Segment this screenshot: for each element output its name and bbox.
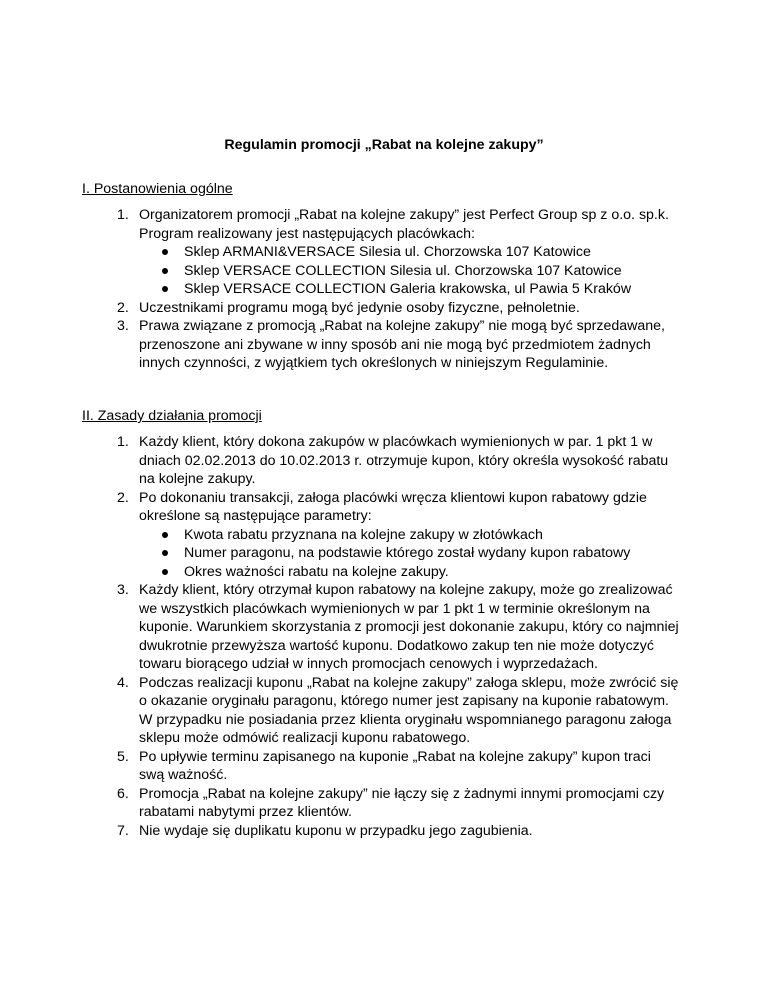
promotion-rules-list [117,433,679,840]
item-text: Uczestnikami programu mogą być jedynie osoby fizyczne, pełnoletnie. [139,299,580,316]
item-text: Po dokonaniu transakcji, załoga placówki wręcza klientowi kupon rabatowy gdzie określone są następujące parametry: [139,489,647,524]
bullet-item [184,563,679,582]
item-text: Prawa związane z promocją „Rabat na kolejne zakupy” nie mogą być sprzedawane, przenoszone ani zbywane w inny sposób ani nie mogą być przedmiotem żadnych innych czynności, z wyjątkiem tych określonych w niniejszym Regulaminie. [139,318,665,371]
item-number: 3. [117,318,129,334]
item-number: 1. [117,207,129,223]
bullet-text: Sklep VERSACE COLLECTION Silesia ul. Chorzowska 107 Katowice [184,262,622,279]
item-number: 3. [117,582,129,598]
general-provisions-list [117,206,679,373]
bullet-icon [162,550,168,556]
item-text: Po upływie terminu zapisanego na kuponie „Rabat na kolejne zakupy” kupon traci swą ważność. [139,748,651,783]
bullet-icon [162,286,168,292]
list-item [117,674,679,748]
item-text: Każdy klient, który otrzymał kupon rabatowy na kolejne zakupy, może go zrealizować we wszystkich placówkach wymienionych w par 1 pkt 1 w terminie określonym na kuponie. Warunkiem skorzystania z promocji jest dokonanie zakupu, który co najmniej dwukrotnie przewyższa wartość kuponu. Dodatkowo zakup ten nie może dotyczyć towaru biorącego udział w innych promocjach cenowych i wyprzedażach. [139,582,679,672]
item-number: 6. [117,785,129,802]
bullet-text: Sklep ARMANI&VERSACE Silesia ul. Chorzowska 107 Katowice [184,244,591,260]
bullet-item [184,262,679,281]
bullet-item [184,526,679,545]
item-text: Nie wydaje się duplikatu kuponu w przypadku jego zagubienia. [139,822,533,839]
store-list [139,243,679,299]
item-number: 2. [117,489,129,506]
list-item [117,748,679,785]
item-text: Promocja „Rabat na kolejne zakupy” nie łączy się z żadnymi innymi promocjami czy rabatami nabytymi przez klientów. [139,785,665,820]
section-heading-rules: II. Zasady działania promocji [82,408,262,424]
item-number: 1. [117,434,129,450]
item-number: 4. [117,674,129,691]
list-item [117,581,679,674]
item-text: Organizatorem promocji „Rabat na kolejne zakupy” jest Perfect Group sp z o.o. sp.k. Program realizowany jest następujących placówkach: [139,207,669,242]
bullet-item [184,544,679,563]
list-item [117,317,679,373]
list-item [117,489,679,582]
item-number: 7. [117,822,129,839]
bullet-text: Kwota rabatu przyznana na kolejne zakupy w złotówkach [184,526,543,543]
bullet-text: Numer paragonu, na podstawie którego został wydany kupon rabatowy [184,545,631,561]
bullet-text: Sklep VERSACE COLLECTION Galeria krakowska, ul Pawia 5 Kraków [184,281,632,297]
item-number: 5. [117,748,129,765]
bullet-icon [162,268,168,274]
bullet-icon [162,532,168,538]
list-item [117,822,679,841]
bullet-icon [162,569,168,575]
list-item [117,785,679,822]
bullet-item [184,243,679,262]
list-item [117,299,679,318]
section-heading-general: I. Postanowienia ogólne [82,181,233,197]
list-item [117,433,679,489]
item-text: Podczas realizacji kuponu „Rabat na kolejne zakupy” załoga sklepu, może zwrócić się o okazanie oryginału paragonu, którego numer jest zapisany na kuponie rabatowym. W przypadku nie posiadania przez klienta oryginału wspomnianego paragonu załoga sklepu może odmówić realizacji kuponu rabatowego. [139,674,679,746]
bullet-icon [162,249,168,255]
bullet-item [184,280,679,299]
coupon-parameters-list [139,526,679,582]
item-number: 2. [117,299,129,316]
bullet-text: Okres ważności rabatu na kolejne zakupy. [184,563,449,580]
document-title: Regulamin promocji „Rabat na kolejne zakupy” [224,137,544,153]
list-item [117,206,679,299]
item-text: Każdy klient, który dokona zakupów w placówkach wymienionych w par. 1 pkt 1 w dniach 02.02.2013 do 10.02.2013 r. otrzymuje kupon, który określa wysokość rabatu na kolejne zakupy. [139,434,669,487]
